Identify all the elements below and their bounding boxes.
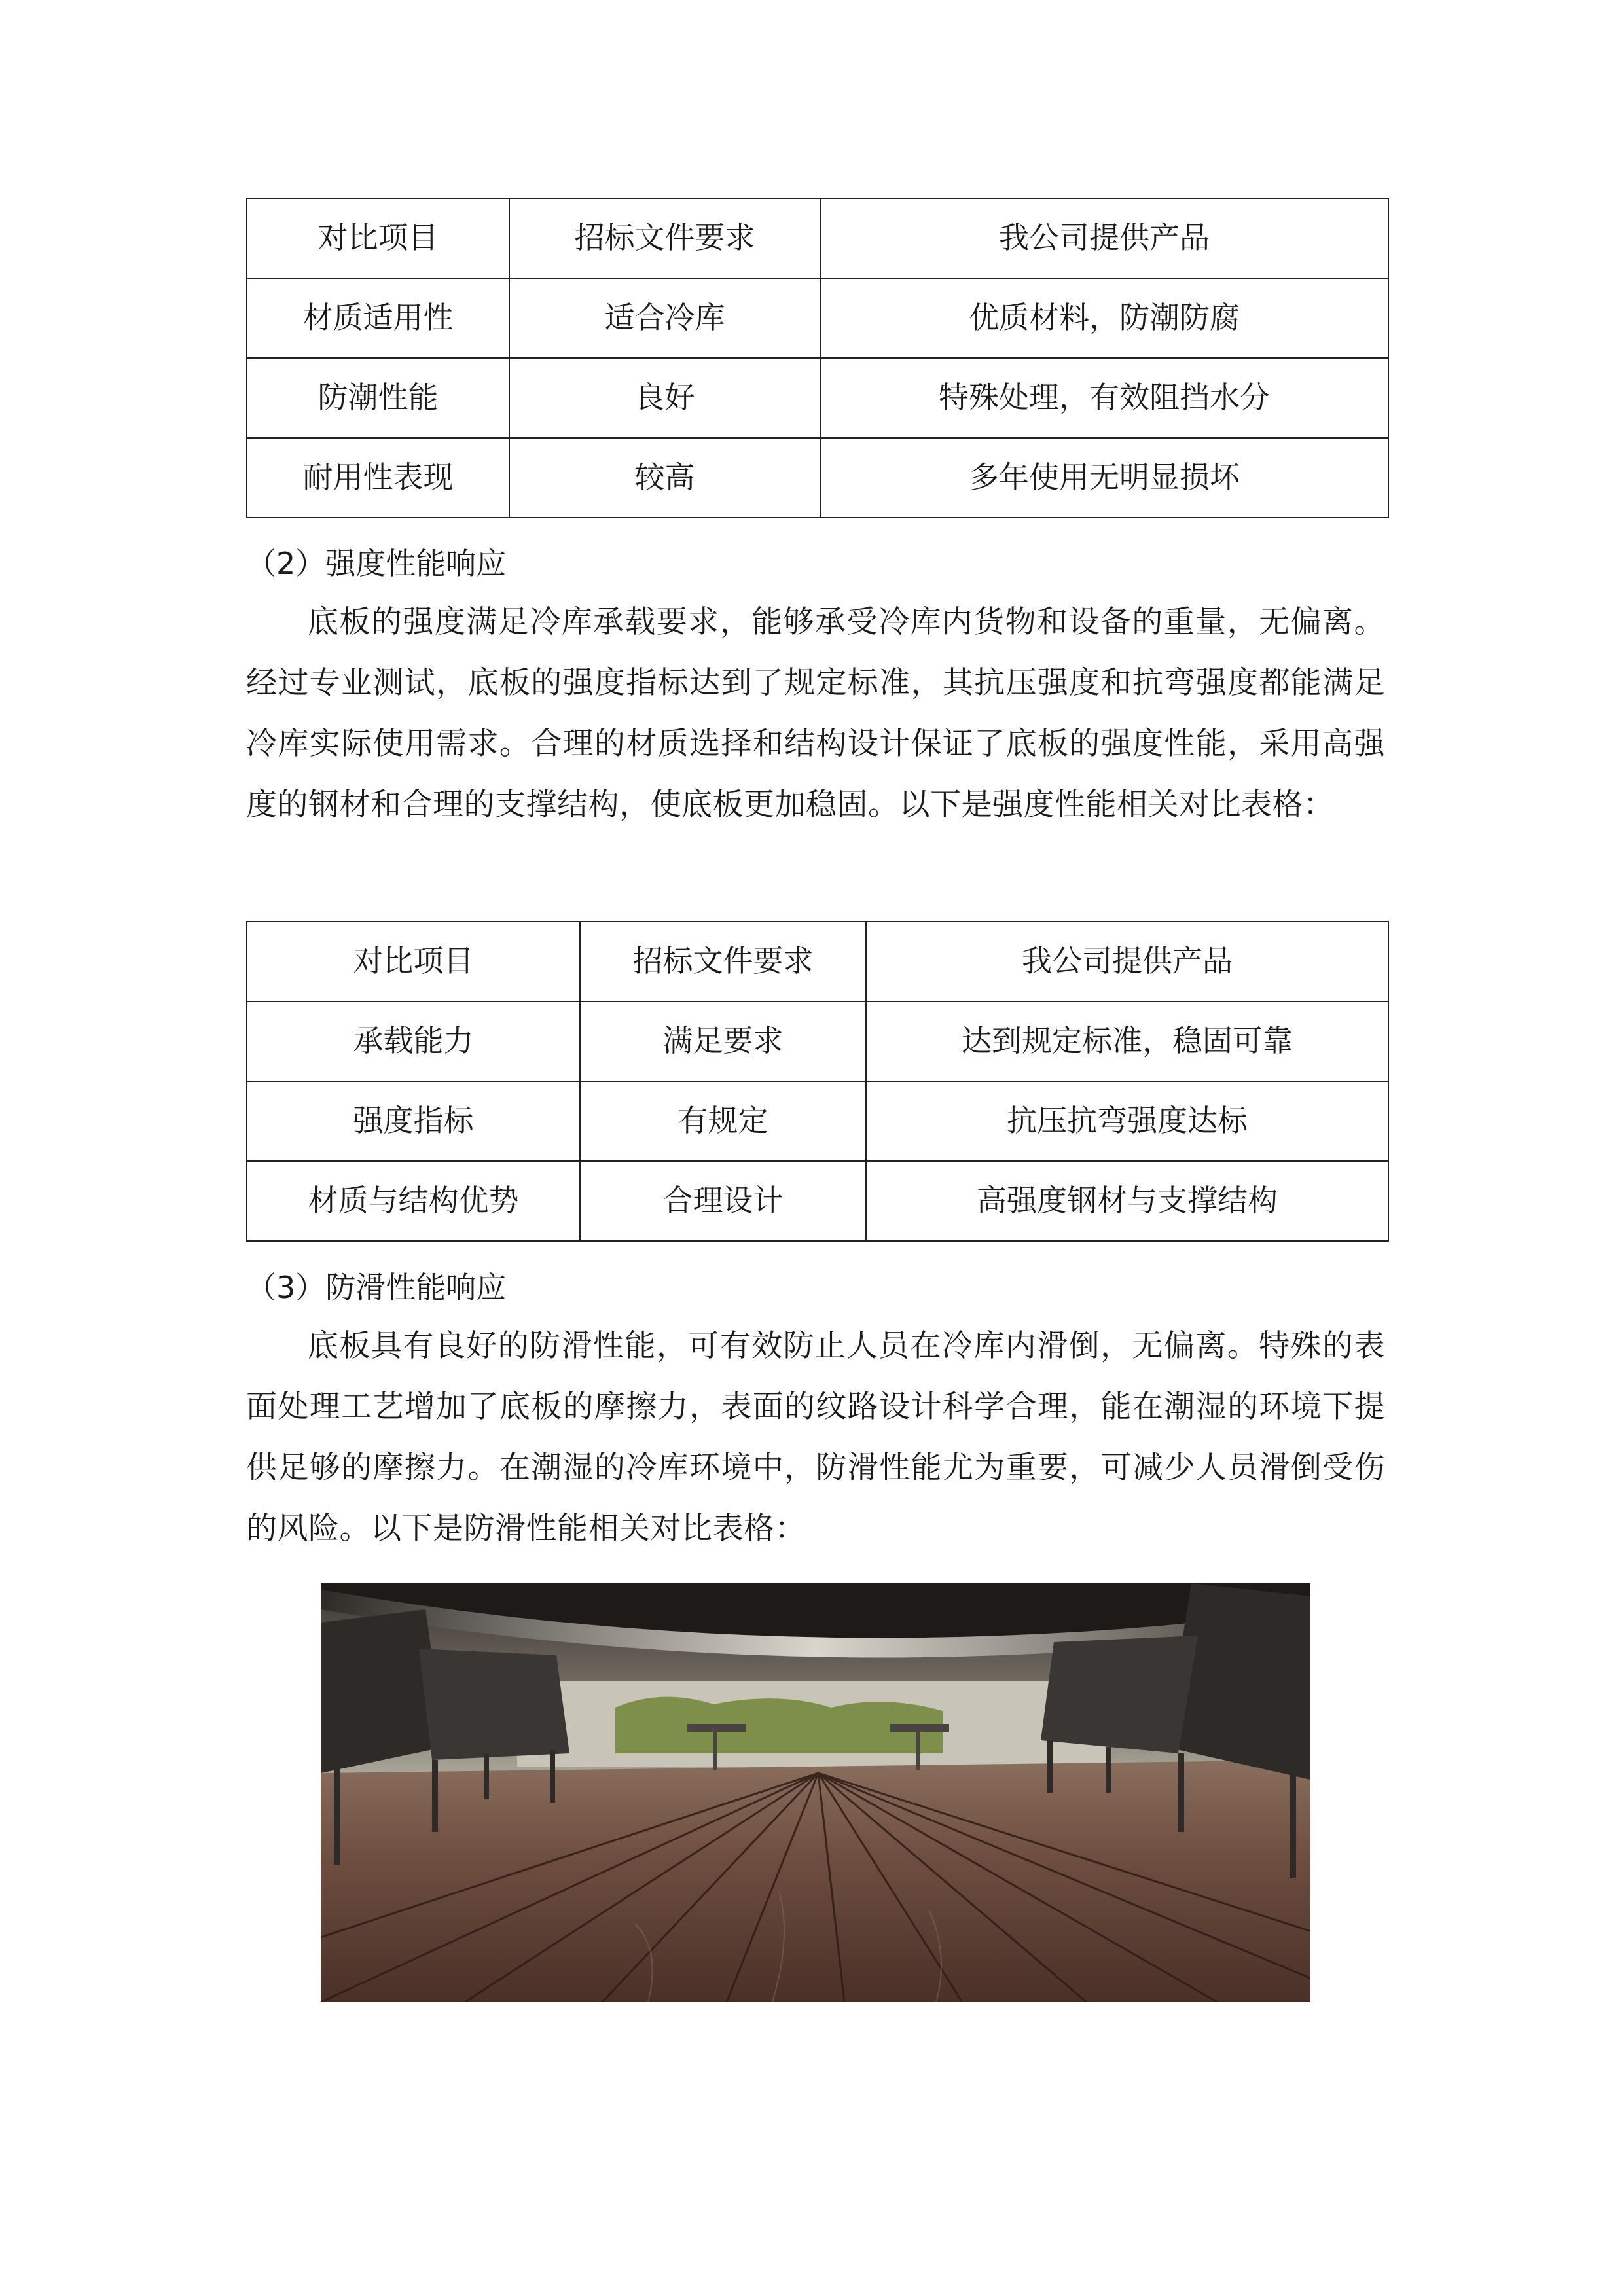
table-header-row: [247, 198, 1388, 278]
table-cell: 良好: [509, 358, 820, 438]
table-header-cell: 对比项目: [247, 922, 580, 1001]
table-cell: 特殊处理，有效阻挡水分: [820, 358, 1388, 438]
table-row: [247, 278, 1388, 358]
table-cell: 达到规定标准，稳固可靠: [866, 1001, 1388, 1081]
table-cell: 抗压抗弯强度达标: [866, 1081, 1388, 1161]
table-cell: 适合冷库: [509, 278, 820, 358]
table-cell: 耐用性表现: [247, 438, 509, 518]
table-cell: 多年使用无明显损坏: [820, 438, 1388, 518]
table-header-cell: 招标文件要求: [509, 198, 820, 278]
table-header-row: [247, 922, 1388, 1001]
table-cell: 承载能力: [247, 1001, 580, 1081]
table-cell: 有规定: [580, 1081, 866, 1161]
table-header-cell: 我公司提供产品: [820, 198, 1388, 278]
table-cell: 防潮性能: [247, 358, 509, 438]
section-heading-strength: （2）强度性能响应: [246, 546, 507, 581]
deck-floor-photo: [321, 1583, 1310, 2002]
table-header-cell: 对比项目: [247, 198, 509, 278]
comparison-table-strength: [246, 921, 1389, 1242]
table-cell: 强度指标: [247, 1081, 580, 1161]
table-row: [247, 1001, 1388, 1081]
table-cell: 合理设计: [580, 1161, 866, 1241]
table-header-cell: 我公司提供产品: [866, 922, 1388, 1001]
table-cell: 材质适用性: [247, 278, 509, 358]
section-paragraph-strength: 底板的强度满足冷库承载要求，能够承受冷库内货物和设备的重量，无偏离。经过专业测试，底板的强度指标达到了规定标准，其抗压强度和抗弯强度都能满足冷库实际使用需求。合理的材质选择和结构设计保证了底板的强度性能，采用高强度的钢材和合理的支撑结构，使底板更加稳固。以下是强度性能相关对比表格：: [246, 604, 1385, 823]
table-header-cell: 招标文件要求: [580, 922, 866, 1001]
comparison-table-material: [246, 198, 1389, 518]
table-cell: 材质与结构优势: [247, 1161, 580, 1241]
table-cell: 较高: [509, 438, 820, 518]
table-row: [247, 1081, 1388, 1161]
table-row: [247, 1161, 1388, 1241]
table-row: [247, 358, 1388, 438]
section-heading-antislip: （3）防滑性能响应: [246, 1270, 507, 1305]
table-row: [247, 438, 1388, 518]
section-paragraph-antislip: 底板具有良好的防滑性能，可有效防止人员在冷库内滑倒，无偏离。特殊的表面处理工艺增加了底板的摩擦力，表面的纹路设计科学合理，能在潮湿的环境下提供足够的摩擦力。在潮湿的冷库环境中，防滑性能尤为重要，可减少人员滑倒受伤的风险。以下是防滑性能相关对比表格：: [246, 1328, 1385, 1547]
table-cell: 高强度钢材与支撑结构: [866, 1161, 1388, 1241]
table-cell: 优质材料，防潮防腐: [820, 278, 1388, 358]
table-cell: 满足要求: [580, 1001, 866, 1081]
